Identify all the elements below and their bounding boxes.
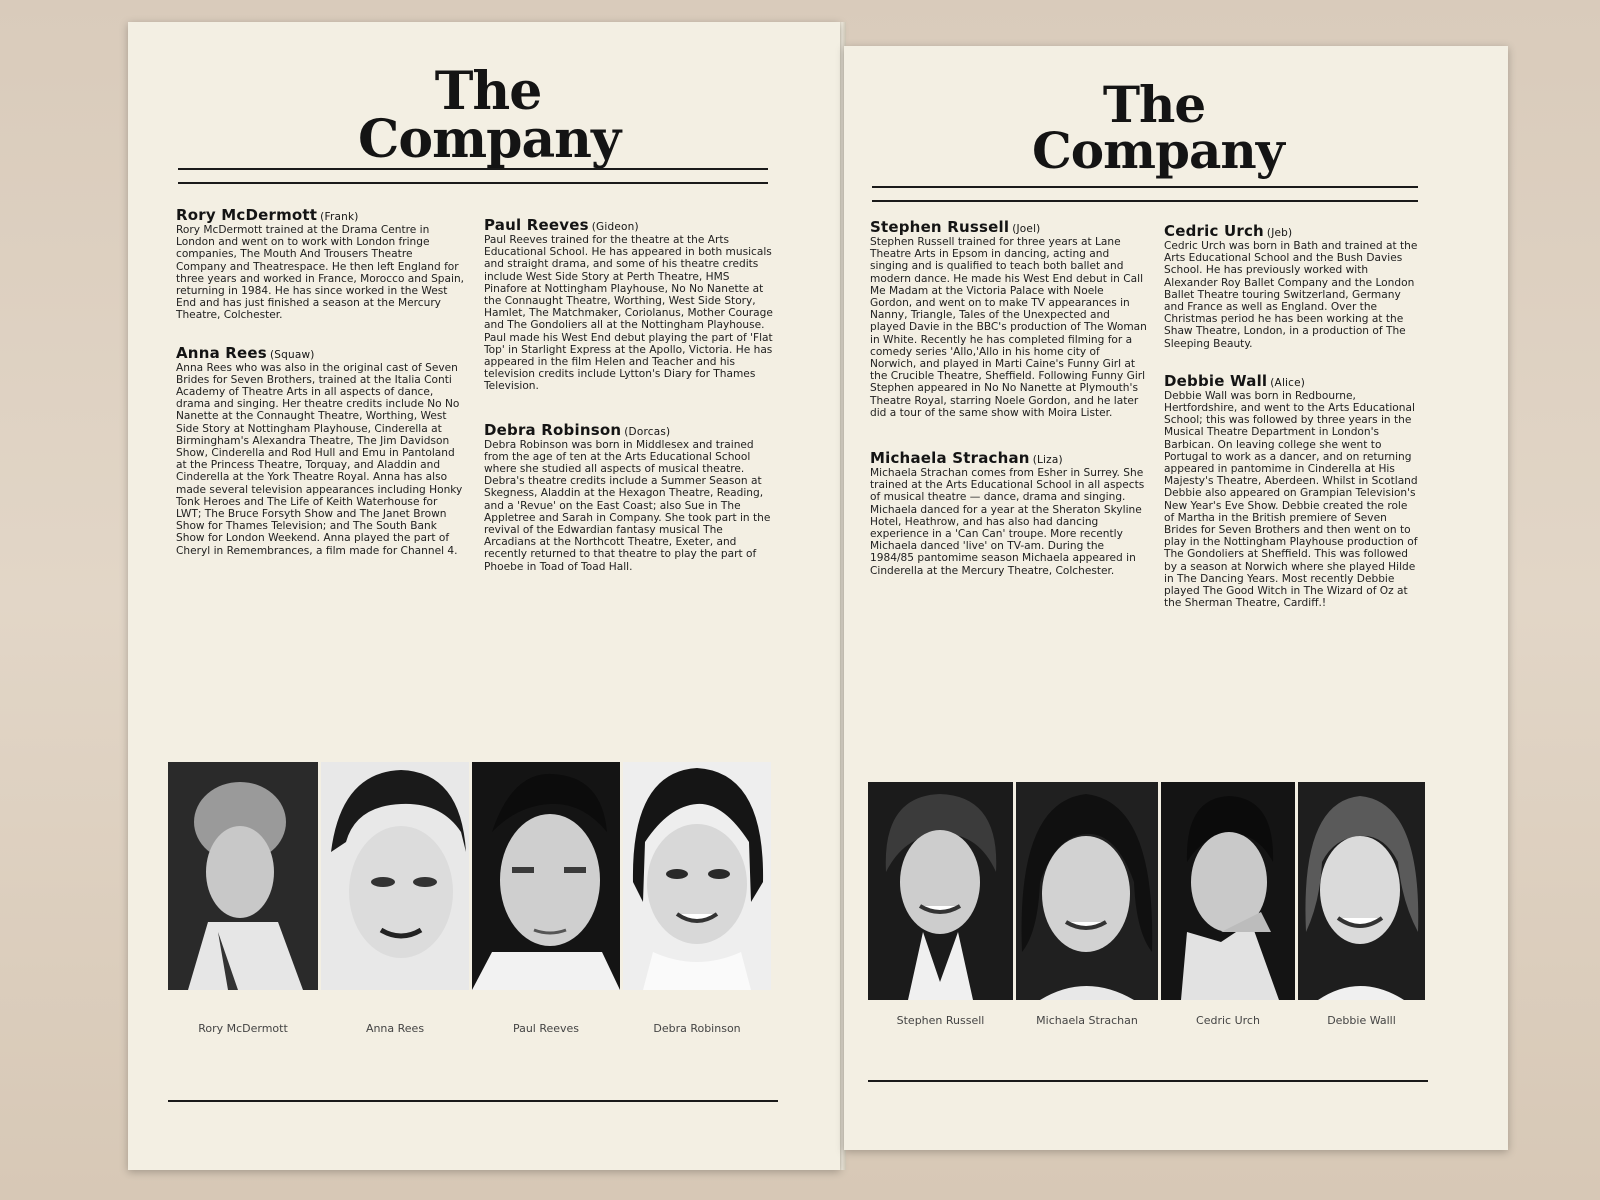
left-page-heading	[358, 61, 621, 170]
right-column-1	[870, 218, 1148, 577]
cast-name: Stephen Russell (Joel)	[870, 218, 1041, 236]
photo-caption: Anna Rees	[365, 1022, 425, 1035]
right-column-2	[1164, 222, 1418, 609]
cast-role: (Squaw)	[269, 348, 315, 361]
heading-the: The	[1102, 75, 1206, 134]
cast-photo-strip	[168, 762, 772, 990]
cast-role: (Alice)	[1270, 376, 1306, 389]
photo-michaela-strachan	[1016, 782, 1158, 1000]
photo-caption: Rory McDermott	[198, 1022, 288, 1035]
right-page	[844, 46, 1508, 1150]
cast-entry-anna-rees	[176, 344, 466, 557]
cast-bio: Rory McDermott trained at the Drama Centre in London and went on to work with London fringe companies, The Mouth And Trousers Theatre Company and Theatrespace. He then left England for three years and worked in France, Morocco and Spain, returning in 1984. He has since worked in the West End and has just finished a season at the Mercury Theatre, Colchester.	[176, 224, 465, 322]
cast-bio: Michaela Strachan comes from Esher in Surrey. She trained at the Arts Educational School in all aspects of musical theatre — dance, drama and singing. Michaela danced for a year at the Sheraton Skyline Hotel, Heathrow, and has also had dancing experience in a 'Can Can' troupe. More recently Michaela danced 'live' on TV-am. During the 1984/85 pantomime season Michaela appeared in Cinderella at the Mercury Theatre, Colchester.	[870, 467, 1145, 577]
cast-entry-cedric-urch	[1164, 222, 1418, 350]
heading-rule-bottom	[872, 200, 1418, 202]
cast-name: Anna Rees (Squaw)	[176, 343, 315, 362]
photo-debra-robinson	[623, 762, 771, 990]
cast-role: (Liza)	[1032, 454, 1063, 467]
cast-bio: Paul Reeves trained for the theatre at the Arts Educational School. He has appeared in both musicals and straight drama, and some of his theatre credits include West Side Story at Perth Theatre, HMS Pinafore at Nottingham Playhouse, No No Nanette at the Connaught Theatre, Worthing, West Side Story, Hamlet, The Matchmaker, Coriolanus, Mother Courage and The Gondoliers all at the Nottingham Playhouse. Paul made his West End debut playing the part of 'Flat Top' in Starlight Express at the Apollo, Victoria. He has appeared in the film Helen and Teacher and his television credits include Lytton's Diary for Thames Television.	[484, 234, 773, 393]
photo-captions	[168, 1022, 772, 1035]
photo-caption: Michaela Strachan	[1036, 1014, 1138, 1027]
heading-rule-top	[872, 186, 1418, 188]
cast-role: (Jeb)	[1266, 227, 1293, 239]
cast-entry-michaela-strachan	[870, 449, 1148, 577]
photo-cedric-urch	[1161, 782, 1295, 1000]
photo-caption: Stephen Russell	[896, 1014, 985, 1027]
right-page-heading	[1032, 75, 1284, 180]
photo-stephen-russell	[868, 782, 1013, 1000]
cast-name: Paul Reeves (Gideon)	[484, 216, 639, 234]
cast-name: Michaela Strachan (Liza)	[870, 449, 1063, 468]
cast-name: Debbie Wall (Alice)	[1164, 371, 1306, 390]
photo-caption: Debra Robinson	[653, 1022, 741, 1035]
cast-bio: Cedric Urch was born in Bath and trained at the Arts Educational School and the Bush Davies School. He has previously worked with Alexander Roy Ballet Company and the London Ballet Theatre touring Switzerland, Germany and France as well as England. Over the Christmas period he has been working at the Shaw Theatre, London, in a production of The Sleeping Beauty.	[1164, 240, 1418, 350]
left-page	[128, 22, 840, 1170]
cast-entry-paul-reeves	[484, 216, 774, 393]
photo-captions	[868, 1014, 1428, 1027]
left-column-1	[176, 206, 466, 557]
cast-name: Rory McDermott (Frank)	[176, 206, 359, 224]
photo-debbie-wall	[1298, 782, 1425, 1000]
photo-caption: Debbie Walll	[1327, 1014, 1396, 1027]
heading-company: Company	[358, 108, 621, 170]
cast-entry-rory-mcdermott	[176, 206, 466, 322]
photo-rory-mcdermott	[168, 762, 318, 990]
footer-rule	[868, 1080, 1428, 1082]
left-column-2	[484, 216, 774, 573]
cast-role: (Dorcas)	[624, 425, 671, 438]
cast-entry-stephen-russell	[870, 218, 1148, 419]
cast-role: (Gideon)	[591, 221, 639, 233]
photo-anna-rees	[321, 762, 469, 990]
photo-paul-reeves	[472, 762, 620, 990]
cast-entry-debbie-wall	[1164, 372, 1418, 610]
cast-bio: Anna Rees who was also in the original cast of Seven Brides for Seven Brothers, trained at the Italia Conti Academy of Theatre Arts in all aspects of dance, drama and singing. Her theatre credits include No No Nanette at the Connaught Theatre, Worthing, West Side Story at Nottingham Playhouse, Cinderella at Birmingham's Alexandra Theatre, The Jim Davidson Show, Cinderella and Rod Hull and Emu in Pantoland at the Princess Theatre, Torquay, and Aladdin and Cinderella at the York Theatre Royal. Anna has also made several television appearances including Honky Tonk Heroes and The Life of Keith Waterhouse for LWT; The Bruce Forsyth Show and The Janet Brown Show for Thames Television; and The South Bank Show for London Weekend. Anna played the part of Cheryl in Remembrances, a film made for Channel 4.	[176, 361, 463, 557]
cast-bio: Debbie Wall was born in Redbourne, Hertfordshire, and went to the Arts Educational School; this was followed by three years in the Musical Theatre Department in London's Barbican. On leaving college she went to Portugal to work as a dancer, and on returning appeared in pantomime in Cinderella at His Majesty's Theatre, Aberdeen. Whilst in Scotland Debbie also appeared on Grampian Television's New Year's Eve Show. Debbie created the role of Martha in the British premiere of Seven Brides for Seven Brothers and then went on to play in the Nottingham Playhouse production of The Gondoliers at Sheffield. This was followed by a season at Norwich where she played Hilde in The Dancing Years. Most recently Debbie played The Good Witch in The Wizard of Oz at the Sherman Theatre, Cardiff.!	[1164, 389, 1418, 610]
cast-role: (Frank)	[320, 211, 359, 223]
heading-company: Company	[1032, 121, 1284, 180]
cast-name: Cedric Urch (Jeb)	[1164, 222, 1293, 240]
cast-bio: Debra Robinson was born in Middlesex and trained from the age of ten at the Arts Educational School where she studied all aspects of musical theatre. Debra's theatre credits include a Summer Season at Skegness, Aladdin at the Hexagon Theatre, Reading, and a 'Revue' on the East Coast; also Sue in The Appletree and Sarah in Company. She took part in the revival of the Edwardian fantasy musical The Arcadians at the Northcott Theatre, Exeter, and recently returned to that theatre to play the part of Phoebe in Toad of Toad Hall.	[484, 438, 771, 573]
cast-photo-strip	[868, 782, 1428, 1000]
heading-rule-bottom	[178, 182, 768, 184]
photo-caption: Cedric Urch	[1196, 1014, 1260, 1027]
cast-name: Debra Robinson (Dorcas)	[484, 420, 671, 439]
cast-entry-debra-robinson	[484, 421, 774, 573]
footer-rule	[168, 1100, 778, 1102]
photo-caption: Paul Reeves	[512, 1022, 580, 1035]
cast-role: (Joel)	[1012, 223, 1041, 235]
heading-the: The	[434, 61, 542, 122]
heading-rule-top	[178, 168, 768, 170]
cast-bio: Stephen Russell trained for three years at Lane Theatre Arts in Epsom in dancing, acting and singing and is qualified to teach both ballet and modern dance. He made his West End debut in Call Me Madam at the Victoria Palace with Noele Gordon, and went on to make TV appearances in Nanny, Triangle, Tales of the Unexpected and played Davie in the BBC's production of The Woman in White. Recently he has completed filming for a comedy series 'Allo,'Allo in his home city of Norwich, and played in Marti Caine's Funny Girl at the Crucible Theatre, Sheffield. Following Funny Girl Stephen appeared in No No Nanette at Plymouth's Theatre Royal, starring Noele Gordon, and he later did a tour of the same show with Moira Lister.	[870, 236, 1147, 419]
